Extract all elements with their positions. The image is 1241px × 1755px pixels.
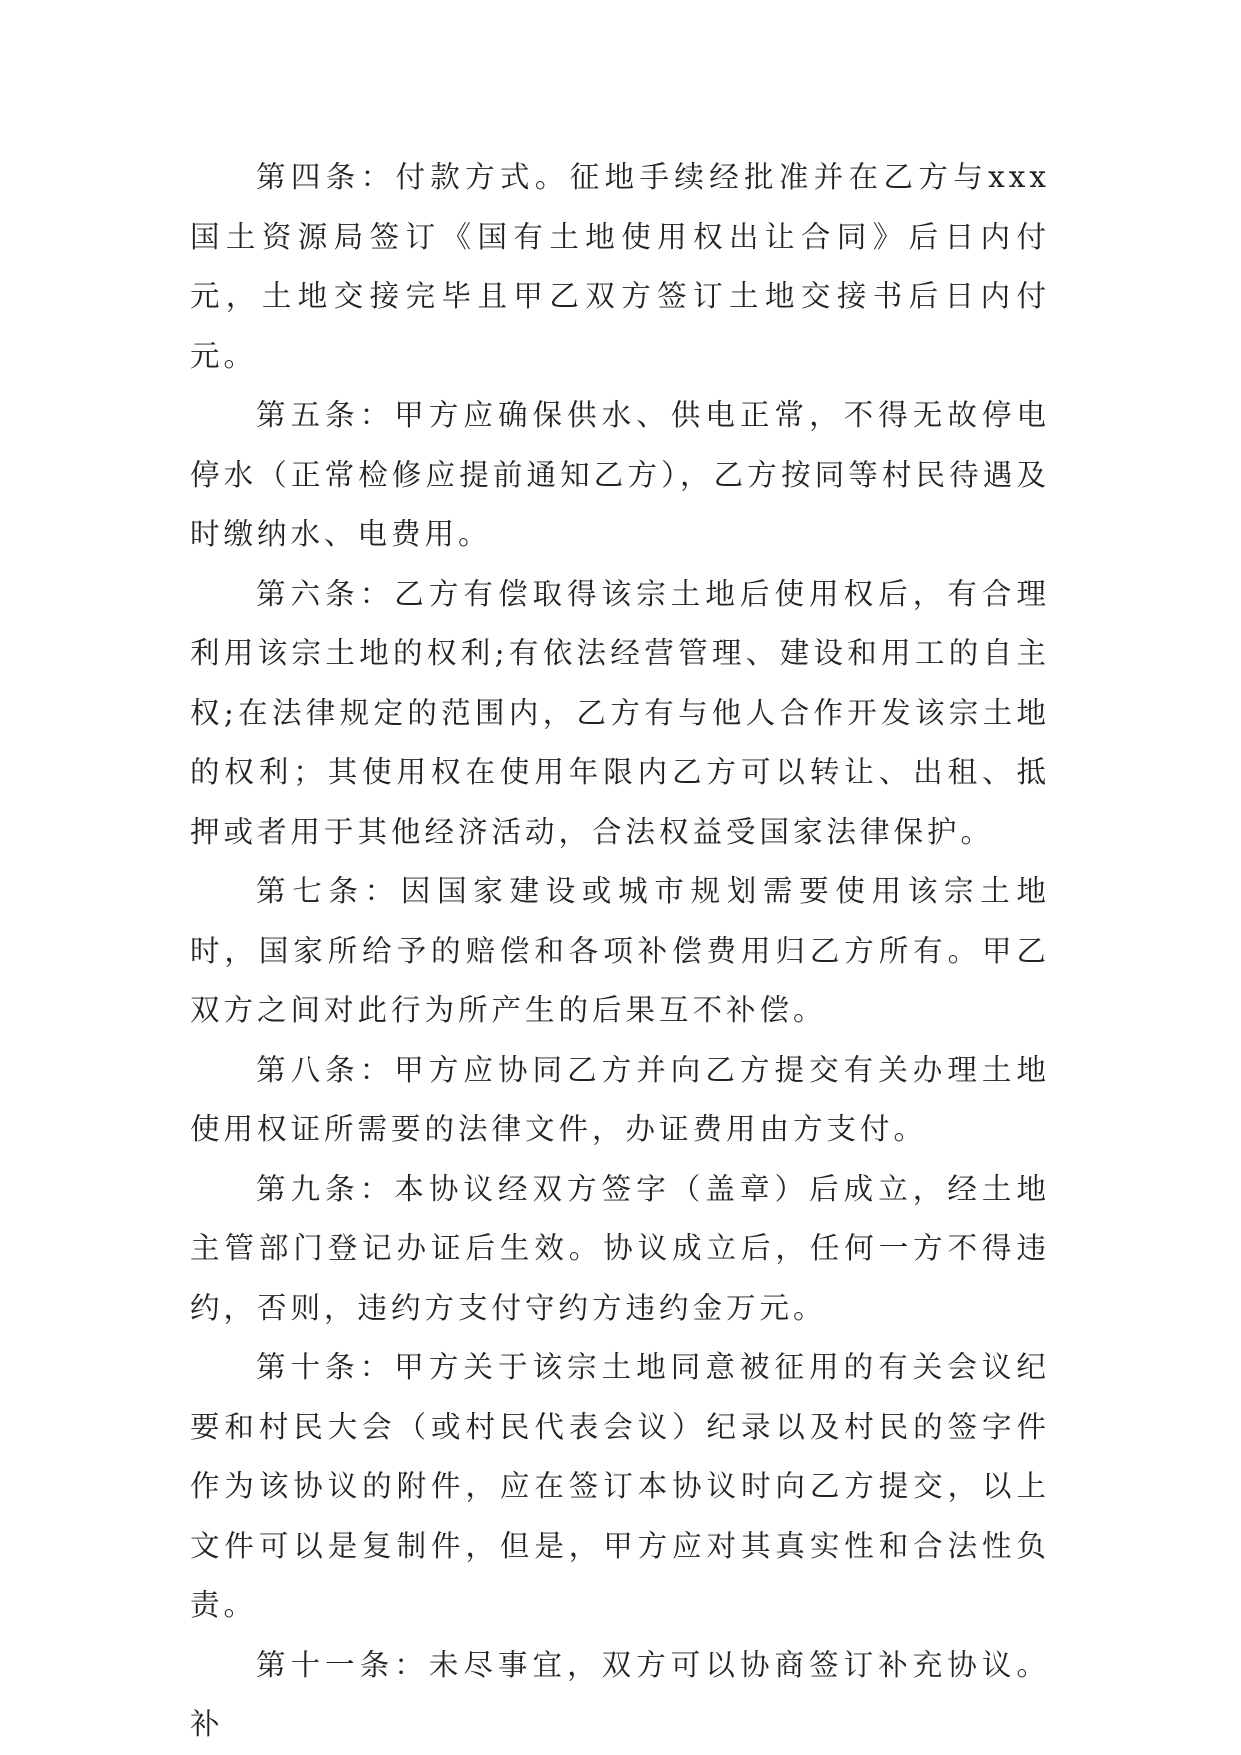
article-10-paragraph: 第十条：甲方关于该宗土地同意被征用的有关会议纪要和村民大会（或村民代表会议）纪录以及村民的签字件作为该协议的附件，应在签订本协议时向乙方提交，以上文件可以是复制件，但是，甲方应对其真实性和合法性负责。 — [190, 1350, 1050, 1622]
article-7-paragraph: 第七条：因国家建设或城市规划需要使用该宗土地时，国家所给予的赔偿和各项补偿费用归乙方所有。甲乙双方之间对此行为所产生的后果互不补偿。 — [190, 874, 1050, 1027]
article-11-paragraph: 第十一条：未尽事宜，双方可以协商签订补充协议。补 — [190, 1647, 1050, 1741]
article-6-paragraph: 第六条：乙方有偿取得该宗土地后使用权后，有合理利用该宗土地的权利;有依法经营管理、建设和用工的自主权;在法律规定的范围内，乙方有与他人合作开发该宗土地的权利；其使用权在使用年限内乙方可以转让、出租、抵押或者用于其他经济活动，合法权益受国家法律保护。 — [190, 576, 1050, 849]
article-5-paragraph: 第五条：甲方应确保供水、供电正常，不得无故停电停水（正常检修应提前通知乙方），乙方按同等村民待遇及时缴纳水、电费用。 — [190, 398, 1050, 551]
article-8-paragraph: 第八条：甲方应协同乙方并向乙方提交有关办理土地使用权证所需要的法律文件，办证费用由方支付。 — [190, 1052, 1050, 1146]
article-9-paragraph: 第九条：本协议经双方签字（盖章）后成立，经土地主管部门登记办证后生效。协议成立后，任何一方不得违约，否则，违约方支付守约方违约金万元。 — [190, 1171, 1050, 1325]
document-body — [190, 148, 1050, 1755]
article-4-paragraph: 第四条：付款方式。征地手续经批准并在乙方与xxx国土资源局签订《国有土地使用权出让合同》后日内付元，土地交接完毕且甲乙双方签订土地交接书后日内付元。 — [190, 160, 1050, 373]
